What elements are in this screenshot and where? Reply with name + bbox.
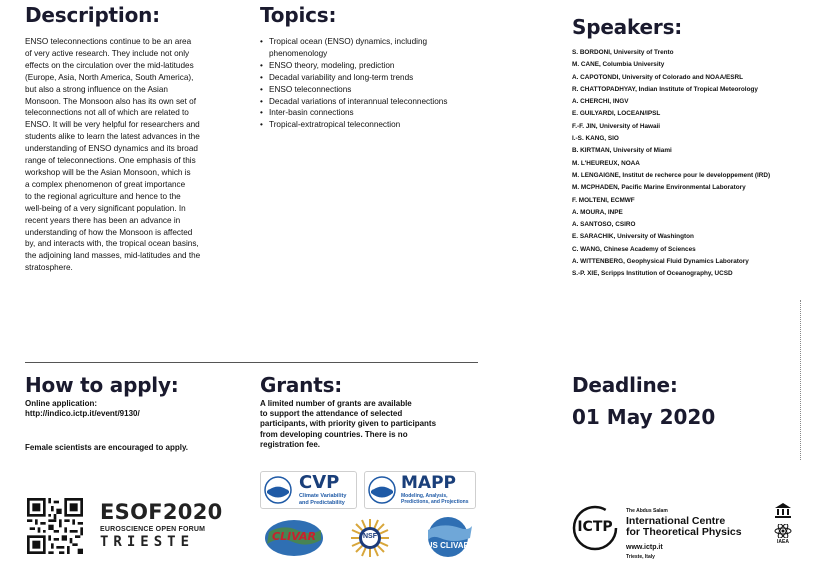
- speaker-item: E. GUILYARDI, LOCEAN/IPSL: [572, 110, 661, 118]
- description-line: students alike to learn the latest advances in the: [25, 132, 200, 142]
- speaker-item: F.-F. JIN, University of Hawaii: [572, 122, 661, 130]
- esof-city: TRIESTE: [100, 534, 195, 550]
- application-link[interactable]: http://indico.ictp.it/event/9130/: [25, 409, 140, 418]
- grants-heading: Grants:: [260, 373, 343, 397]
- speaker-item: M. CANE, Columbia University: [572, 61, 665, 69]
- description-line: understanding of ENSO dynamics and its broad: [25, 144, 198, 154]
- grants-text: [260, 399, 478, 450]
- deadline-heading: Deadline:: [572, 373, 678, 397]
- usclivar-text: US CLIVAR: [426, 541, 470, 550]
- speaker-item: B. KIRTMAN, University of Miami: [572, 147, 672, 155]
- speaker-item: A. MOURA, INPE: [572, 208, 623, 216]
- topic-item: • Inter-basin connections: [260, 107, 475, 119]
- description-line: understanding of how the Monsoon is affected: [25, 227, 193, 237]
- cvp-subtitle: [299, 493, 346, 506]
- esof-title: ESOF2020: [100, 500, 223, 524]
- mapp-title: MAPP: [401, 473, 456, 493]
- description-line: recent years there has been an advance in: [25, 215, 181, 225]
- qr-code-icon: [27, 498, 83, 554]
- vertical-divider: [800, 300, 801, 460]
- speaker-item: A. CAPOTONDI, University of Colorado and NOAA/ESRL: [572, 73, 744, 81]
- description-line: but also a strong influence on the Asian: [25, 84, 168, 94]
- topic-item: • ENSO theory, modeling, prediction: [260, 60, 475, 72]
- apply-heading: How to apply:: [25, 373, 179, 397]
- globe-icon: [420, 516, 476, 558]
- grants-line: registration fee.: [260, 439, 321, 449]
- description-line: teleconnections not all of which are related to: [25, 108, 189, 118]
- speaker-item: A. WITTENBERG, Geophysical Fluid Dynamics Laboratory: [572, 258, 749, 266]
- description-line: effects on the circulation over the mid-latitudes: [25, 60, 194, 70]
- description-line: a complex phenomenon of great importance: [25, 179, 186, 189]
- mapp-logo: [364, 471, 476, 509]
- speaker-item: F. MOLTENI, ECMWF: [572, 196, 635, 204]
- description-heading: Description:: [25, 3, 160, 27]
- female-scientists-note: Female scientists are encouraged to apply.: [25, 443, 189, 452]
- usclivar-logo: [420, 516, 476, 558]
- atom-icon: [774, 524, 792, 538]
- noaa-icon: [368, 476, 396, 504]
- ictp-name-line: for Theoretical Physics: [626, 526, 742, 538]
- description-line: the adjoining land masses, mid-latitudes and the: [25, 251, 201, 261]
- ictp-name: [626, 516, 742, 538]
- speaker-item: M. MCPHADEN, Pacific Marine Environmental Laboratory: [572, 184, 746, 192]
- speaker-item: S. BORDONI, University of Trento: [572, 49, 674, 56]
- topic-item: • ENSO teleconnections: [260, 84, 475, 96]
- description-line: Monsoon. The Monsoon also has its own set of: [25, 96, 196, 106]
- cvp-logo: [260, 471, 357, 509]
- ictp-name-line: International Centre: [626, 515, 726, 527]
- esof-subtitle: EUROSCIENCE OPEN FORUM: [100, 526, 206, 533]
- speaker-item: I.-S. KANG, SIO: [572, 135, 619, 143]
- description-line: ENSO. It will be very helpful for researchers and: [25, 120, 200, 130]
- speaker-item: R. CHATTOPADHYAY, Indian Institute of Tropical Meteorology: [572, 85, 758, 93]
- grants-line: participants, with priority given to participants: [260, 419, 437, 429]
- topic-item: • Decadal variability and long-term trends: [260, 72, 475, 84]
- description-line: well-being of a very significant population. In: [25, 203, 186, 213]
- ictp-abbr: ICTP: [577, 519, 613, 535]
- speaker-item: C. WANG, Chinese Academy of Sciences: [572, 245, 696, 253]
- online-application-label: Online application:: [25, 399, 98, 408]
- description-text: [25, 36, 243, 274]
- description-line: stratosphere.: [25, 263, 73, 273]
- esof-logo: [100, 500, 223, 556]
- qr-code[interactable]: [27, 498, 83, 554]
- noaa-icon: [264, 476, 292, 504]
- description-line: by, and interacts with, the tropical ocean basins,: [25, 239, 199, 249]
- topic-item: • Tropical-extratropical teleconnection: [260, 119, 475, 131]
- topics-list: [260, 36, 475, 131]
- unesco-logo: [774, 502, 792, 518]
- topic-item: • Decadal variations of interannual teleconnections: [260, 96, 475, 108]
- speaker-item: M. L'HEUREUX, NOAA: [572, 159, 640, 167]
- ictp-logo: [572, 505, 618, 551]
- mapp-subtitle-line: Modeling, Analysis,: [401, 493, 448, 499]
- temple-icon: [774, 502, 792, 518]
- iaea-text: IAEA: [777, 539, 789, 545]
- mapp-subtitle-line: Predictions, and Projections: [401, 499, 469, 506]
- grants-line: from developing countries. There is no: [260, 429, 408, 439]
- topic-item: • Tropical ocean (ENSO) dynamics, including phenomenology: [260, 36, 475, 60]
- grants-line: A limited number of grants are available: [260, 399, 412, 408]
- speaker-item: E. SARACHIK, University of Washington: [572, 233, 694, 241]
- speaker-item: M. LENGAIGNE, Institut de recherce pour le developpement (IRD): [572, 171, 771, 179]
- nsf-logo: [350, 518, 390, 558]
- mapp-subtitle: [401, 493, 469, 505]
- cvp-title: CVP: [299, 472, 340, 493]
- grants-line: to support the attendance of selected: [260, 409, 403, 419]
- clivar-logo: [263, 518, 325, 558]
- ictp-website[interactable]: www.ictp.it: [626, 544, 663, 551]
- iaea-logo: [774, 524, 792, 538]
- speaker-item: A. CHERCHI, INGV: [572, 98, 629, 106]
- description-line: (Europe, Asia, North America, South America),: [25, 72, 194, 82]
- ictp-prefix: The Abdus Salam: [626, 508, 668, 514]
- description-line: of very active research. They include not only: [25, 48, 190, 58]
- nsf-text: NSF: [363, 533, 377, 540]
- cvp-subtitle-line: Climate Variability: [299, 493, 347, 499]
- speaker-item: A. SANTOSO, CSIRO: [572, 221, 636, 229]
- description-line: workshop will be the Asian Monsoon, which is: [25, 167, 191, 177]
- description-line: range of teleconnections. One emphasis of this: [25, 156, 196, 166]
- speakers-list: [572, 47, 770, 281]
- deadline-date: 01 May 2020: [572, 405, 716, 429]
- description-line: to the regional agriculture and hence to the: [25, 191, 181, 201]
- clivar-text: CLIVAR: [272, 530, 316, 543]
- ictp-city: Trieste, Italy: [626, 554, 655, 560]
- description-line: ENSO teleconnections continue to be an area: [25, 37, 192, 46]
- speakers-heading: Speakers:: [572, 15, 683, 39]
- speaker-item: S.-P. XIE, Scripps Institution of Oceanography, UCSD: [572, 270, 733, 278]
- cvp-subtitle-line: and Predictability: [299, 499, 345, 506]
- topics-heading: Topics:: [260, 3, 337, 27]
- horizontal-divider: [25, 362, 478, 363]
